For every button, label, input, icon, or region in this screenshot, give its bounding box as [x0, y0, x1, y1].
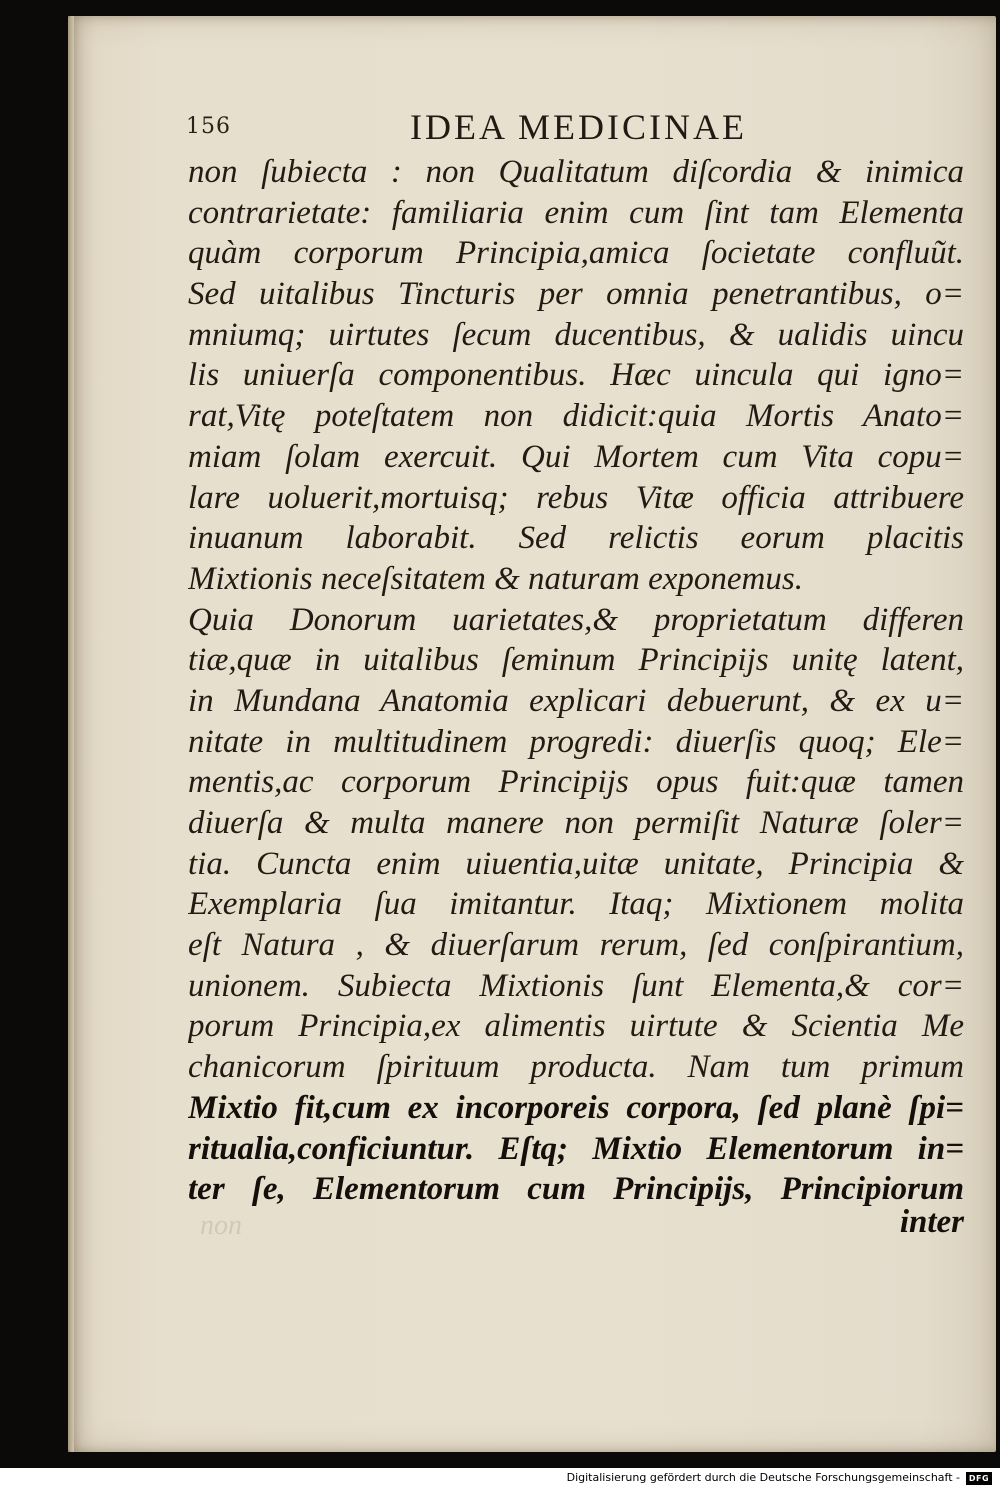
text-line: diuerſa & multa manere non permiſit Naturæ ſoler=: [188, 805, 964, 841]
text-line: unionem. Subiecta Mixtionis ſunt Elementa,& cor=: [188, 967, 964, 1004]
text-line: nitate in multitudinem progredi: diuerſis quoq; Ele=: [188, 723, 964, 760]
text-line: Mixtionis neceſsitatem & naturam exponemus.: [188, 560, 803, 597]
text-line: ter ſe, Elementorum cum Principijs, Principiorum: [188, 1171, 964, 1208]
text-line: mniumq; uirtutes ſecum ducentibus, & ualidis uincu: [188, 316, 964, 353]
bleed-through-text: non: [200, 1210, 242, 1241]
text-line: non ſubiecta : non Qualitatum diſcordia & inimica: [188, 154, 964, 190]
text-line: Quia Donorum uarietates,& proprietatum differen: [188, 601, 964, 638]
running-title: IDEA MEDICINAE: [410, 107, 747, 147]
text-line: mentis,ac corporum Principijs opus fuit:quæ tamen: [188, 764, 964, 801]
catchword: inter: [899, 1204, 964, 1240]
digitization-credit: Digitalisierung gefördert durch die Deutsche Forschungsgemeinschaft -: [566, 1471, 960, 1484]
text-line: in Mundana Anatomia explicari debuerunt, & ex u=: [188, 682, 964, 719]
text-line: tia. Cuncta enim uiuentia,uitæ unitate, Principia &: [188, 845, 964, 882]
text-line: Mixtio fit,cum ex incorporeis corpora, ſed planè ſpi=: [188, 1089, 964, 1126]
text-line: inuanum laborabit. Sed relictis eorum placitis: [188, 520, 964, 557]
footer-bar: [0, 1468, 1000, 1490]
text-line: tiæ,quæ in uitalibus ſeminum Principijs unitę latent,: [188, 642, 964, 679]
page-gutter-shadow: [68, 16, 74, 1452]
text-line: quàm corporum Principia,amica ſocietate confluũt.: [188, 235, 964, 272]
page-header: [186, 106, 786, 150]
text-line: contrarietate: familiaria enim cum ſint tam Elementa: [188, 194, 964, 231]
text-line: rat,Vitę poteſtatem non didicit:quia Mortis Anato=: [188, 398, 964, 435]
page-number: 156: [186, 114, 231, 139]
text-line: Sed uitalibus Tincturis per omnia penetrantibus, o=: [188, 276, 964, 313]
body-text: [188, 152, 964, 1210]
text-line: ritualia,conficiuntur. Eſtq; Mixtio Elementorum in=: [188, 1130, 964, 1167]
text-line: porum Principia,ex alimentis uirtute & Scientia Me: [188, 1008, 964, 1045]
text-line: miam ſolam exercuit. Qui Mortem cum Vita copu=: [188, 438, 964, 475]
text-line: chanicorum ſpirituum producta. Nam tum primum: [188, 1049, 964, 1086]
text-line: Exemplaria ſua imitantur. Itaq; Mixtionem molita: [188, 886, 964, 923]
text-line: eſt Natura , & diuerſarum rerum, ſed conſpirantium,: [188, 927, 964, 964]
dfg-logo-icon: DFG: [966, 1472, 992, 1485]
text-line: lare uoluerit,mortuisq; rebus Vitæ officia attribuere: [188, 479, 964, 516]
text-line: lis uniuerſa componentibus. Hæc uincula qui igno=: [188, 357, 964, 394]
